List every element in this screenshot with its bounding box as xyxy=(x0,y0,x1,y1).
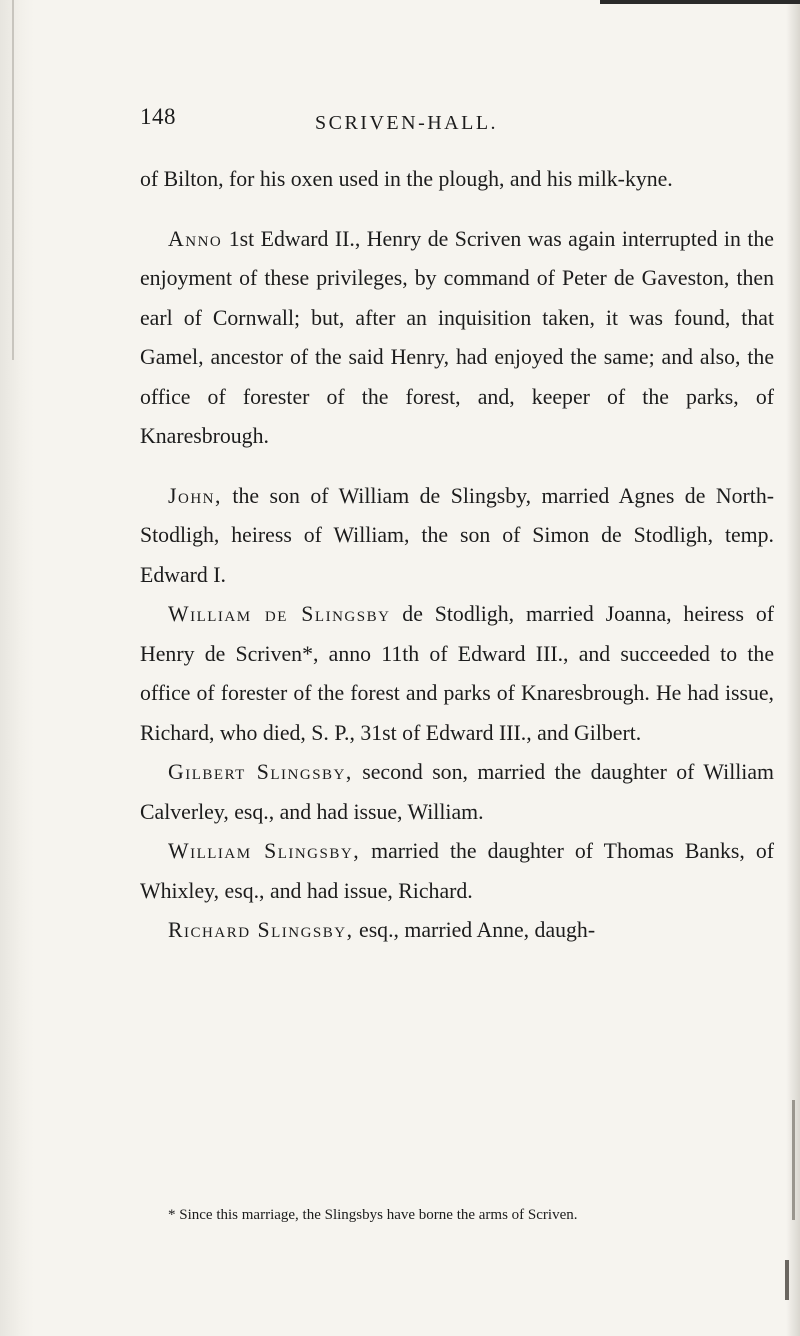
scan-artifact xyxy=(785,1260,789,1300)
page-header xyxy=(0,104,800,144)
paragraph-lead: Richard Slingsby, xyxy=(168,918,354,942)
paragraph xyxy=(140,160,774,200)
paragraph-text: 1st Edward II., Henry de Scriven was again interrupted in the enjoyment of these privileges, by command of Peter de Gaveston, then earl of Cornwall; but, after an inquisition taken, it was found, that Gamel, ancestor of the said Henry, had enjoyed the same; and also, the office of forester of the forest, and, keeper of the parks, of Knaresbrough. xyxy=(140,226,774,448)
scan-artifact xyxy=(792,1100,795,1220)
page-binding-shadow xyxy=(0,0,34,1336)
paragraph xyxy=(140,595,774,753)
paragraph-lead: William de Slingsby xyxy=(168,602,391,626)
body-text xyxy=(140,160,774,951)
paragraph-lead: Gilbert Slingsby, xyxy=(168,760,353,784)
paragraph xyxy=(140,220,774,457)
paragraph xyxy=(140,753,774,832)
page-number: 148 xyxy=(140,104,176,129)
paragraph-lead: Anno xyxy=(168,226,223,251)
paragraph xyxy=(140,477,774,596)
paragraph-text: de Stodligh, married Joanna, heiress of Henry de Scriven*, anno 11th of Edward III., and succeeded to the office of forester of the forest and parks of Knaresbrough. He had issue, Richard, who died, S. P., 31st of Edward III., and Gilbert. xyxy=(140,602,774,745)
footnote: * Since this marriage, the Slingsbys have borne the arms of Scriven. xyxy=(168,1207,578,1223)
paragraph-text: married the daughter of Thomas Banks, of Whixley, esq., and had issue, Richard. xyxy=(140,839,774,903)
paragraph-text: of Bilton, for his oxen used in the plough, and his milk-kyne. xyxy=(140,167,673,191)
top-edge-mark xyxy=(600,0,800,4)
paragraph-text: esq., married Anne, daugh- xyxy=(353,918,596,942)
paragraph-lead: John, xyxy=(168,483,222,508)
paragraph xyxy=(140,911,774,951)
running-head: SCRIVEN-HALL. xyxy=(315,112,499,134)
paragraph xyxy=(140,832,774,911)
paragraph-text: second son, married the daughter of William Calverley, esq., and had issue, William. xyxy=(140,760,774,824)
binding-line xyxy=(12,0,14,360)
paragraph-lead: William Slingsby, xyxy=(168,839,361,863)
paragraph-text: the son of William de Slingsby, married Agnes de North-Stodligh, heiress of William, the son of Simon de Stodligh, temp. Edward I. xyxy=(140,483,774,587)
